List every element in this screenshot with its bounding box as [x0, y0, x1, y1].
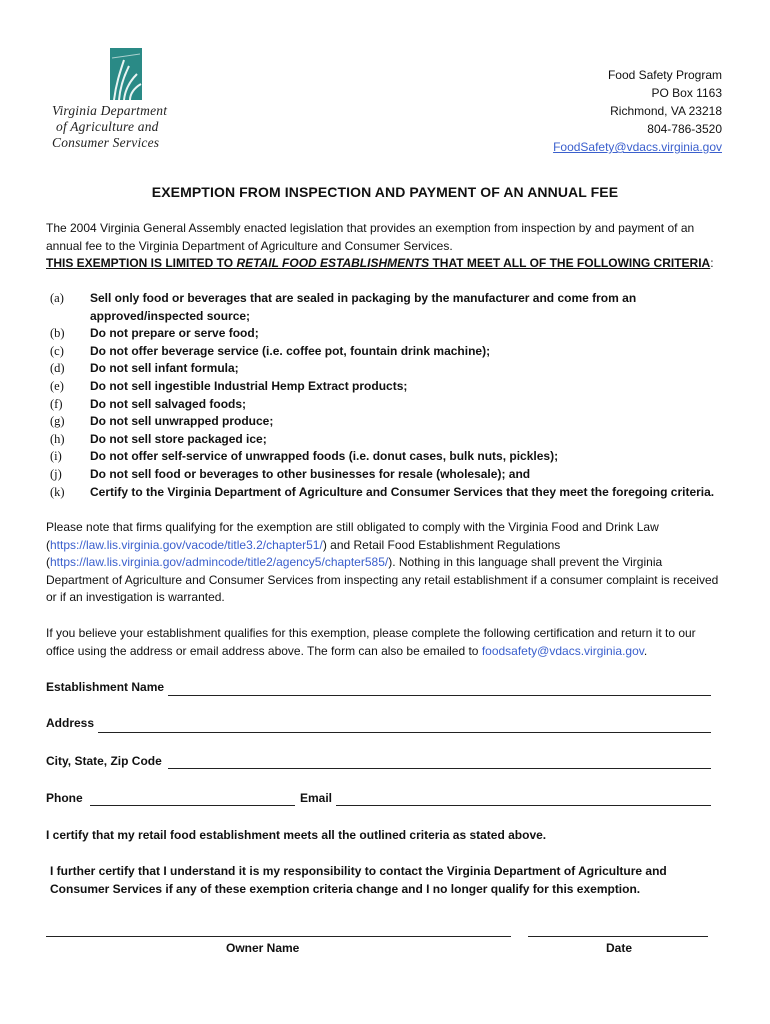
po-box: PO Box 1163	[651, 86, 722, 100]
criteria-item	[50, 325, 740, 343]
city-state-zip-label: City, State, Zip Code	[46, 754, 162, 768]
limit-statement	[46, 256, 710, 270]
criteria-item	[50, 378, 740, 396]
logo-line-3: Consumer Services	[52, 135, 160, 150]
email-label: Email	[300, 791, 333, 805]
criteria-item-label: (j)	[50, 466, 62, 481]
criteria-item	[50, 413, 740, 431]
date-label: Date	[606, 941, 633, 955]
criteria-item-text: Sell only food or beverages that are sealed in packaging by the manufacturer and come from an approved/inspected source;	[90, 291, 637, 323]
criteria-item-text: Do not sell unwrapped produce;	[90, 414, 274, 429]
criteria-item-label: (e)	[50, 378, 64, 393]
criteria-item-label: (f)	[50, 396, 63, 411]
establishment-name-label: Establishment Name	[46, 680, 165, 694]
food-drink-law-link[interactable]: https://law.lis.virginia.gov/vacode/title3.2/chapter51/	[50, 537, 323, 552]
note-text-3: ). Nothing in this language shall prevent the Virginia Department of Agriculture and Consumer Services from inspecting any retail establishment if a consumer complaint is received or if an investigation is warranted.	[46, 555, 719, 604]
program-name: Food Safety Program	[607, 68, 722, 82]
criteria-item	[50, 466, 740, 484]
intro-text: The 2004 Virginia General Assembly enacted legislation that provides an exemption from inspection by and payment of an annual fee to the Virginia Department of Agriculture and Consumer Services.	[46, 221, 695, 253]
criteria-item-text: Do not prepare or serve food;	[90, 326, 259, 341]
phone-label: Phone	[46, 791, 83, 805]
criteria-item-text: Do not offer self-service of unwrapped foods (i.e. donut cases, bulk nuts, pickles);	[90, 449, 559, 464]
note-paragraph	[46, 519, 726, 607]
phone-number: 804-786-3520	[647, 122, 722, 136]
email-field[interactable]	[336, 805, 711, 806]
vdacs-logo	[52, 48, 212, 158]
contact-email-link[interactable]: FoodSafety@vdacs.virginia.gov	[553, 140, 722, 154]
criteria-item-text: Do not sell store packaged ice;	[90, 431, 267, 446]
instructions-paragraph	[46, 625, 726, 660]
criteria-item	[50, 343, 740, 361]
instructions-text: If you believe your establishment qualifies for this exemption, please complete the following certification and return it to our office using the address or email address above. The form can also be emailed to	[46, 626, 696, 658]
criteria-item-label: (d)	[50, 361, 65, 376]
note-text-1: Please note that firms qualifying for the exemption are still obligated to comply with the Virginia Food and Drink Law (	[46, 520, 659, 552]
logo-wordmark	[52, 103, 217, 151]
criteria-item	[50, 448, 740, 466]
phone-field[interactable]	[90, 805, 295, 806]
criteria-item	[50, 290, 740, 325]
logo-line-2: of Agriculture and	[56, 119, 159, 134]
address-field[interactable]	[98, 732, 711, 733]
contact-block	[553, 66, 722, 156]
instructions-end: .	[643, 643, 648, 658]
criteria-item-label: (g)	[50, 414, 65, 429]
page-title: EXEMPTION FROM INSPECTION AND PAYMENT OF AN ANNUAL FEE	[151, 184, 619, 200]
criteria-item-label: (k)	[50, 484, 65, 499]
limit-prefix: THIS EXEMPTION IS LIMITED TO	[46, 256, 237, 270]
note-text-2: ) and Retail Food Establishment Regulations (	[46, 537, 561, 569]
criteria-item	[50, 360, 740, 378]
criteria-item-text: Do not offer beverage service (i.e. coffee pot, fountain drink machine);	[90, 343, 491, 358]
logo-line-1: Virginia Department	[52, 103, 168, 118]
criteria-item	[50, 484, 740, 502]
criteria-item	[50, 431, 740, 449]
city-state-zip-field[interactable]	[168, 768, 711, 769]
submit-email-link[interactable]: foodsafety@vdacs.virginia.gov	[481, 643, 644, 658]
date-signature-field[interactable]	[528, 936, 708, 937]
limit-emphasis: RETAIL FOOD ESTABLISHMENTS	[236, 256, 430, 270]
criteria-item	[50, 396, 740, 414]
city-line: Richmond, VA 23218	[610, 104, 722, 118]
logo-mark-icon	[110, 48, 142, 100]
establishment-name-field[interactable]	[168, 695, 711, 696]
limit-colon: :	[710, 256, 714, 270]
criteria-item-text: Certify to the Virginia Department of Agriculture and Consumer Services that they meet the foregoing criteria.	[90, 484, 715, 499]
criteria-item-label: (a)	[50, 291, 64, 305]
criteria-item-text: Do not sell salvaged foods;	[90, 396, 247, 411]
criteria-list	[50, 290, 740, 501]
criteria-item-label: (b)	[50, 326, 65, 341]
criteria-item-text: Do not sell ingestible Industrial Hemp Extract products;	[90, 378, 408, 393]
criteria-item-label: (h)	[50, 431, 65, 446]
certify-statement-2: I further certify that I understand it is my responsibility to contact the Virginia Department of Agriculture and Consumer Services if any of these exemption criteria change and I no longer qualify for this exemption.	[50, 864, 667, 896]
address-label: Address	[46, 716, 95, 730]
certify-statement-1: I certify that my retail food establishment meets all the outlined criteria as stated above.	[46, 828, 547, 842]
criteria-item-text: Do not sell food or beverages to other businesses for resale (wholesale); and	[90, 466, 531, 481]
intro-paragraph	[46, 220, 726, 273]
criteria-item-label: (i)	[50, 449, 62, 464]
owner-name-label: Owner Name	[226, 941, 300, 955]
criteria-item-text: Do not sell infant formula;	[90, 361, 239, 376]
owner-signature-field[interactable]	[46, 936, 511, 937]
retail-regulations-link[interactable]: https://law.lis.virginia.gov/admincode/title2/agency5/chapter585/	[50, 555, 389, 569]
limit-suffix: THAT MEET ALL OF THE FOLLOWING CRITERIA	[429, 256, 711, 270]
criteria-item-label: (c)	[50, 343, 64, 358]
